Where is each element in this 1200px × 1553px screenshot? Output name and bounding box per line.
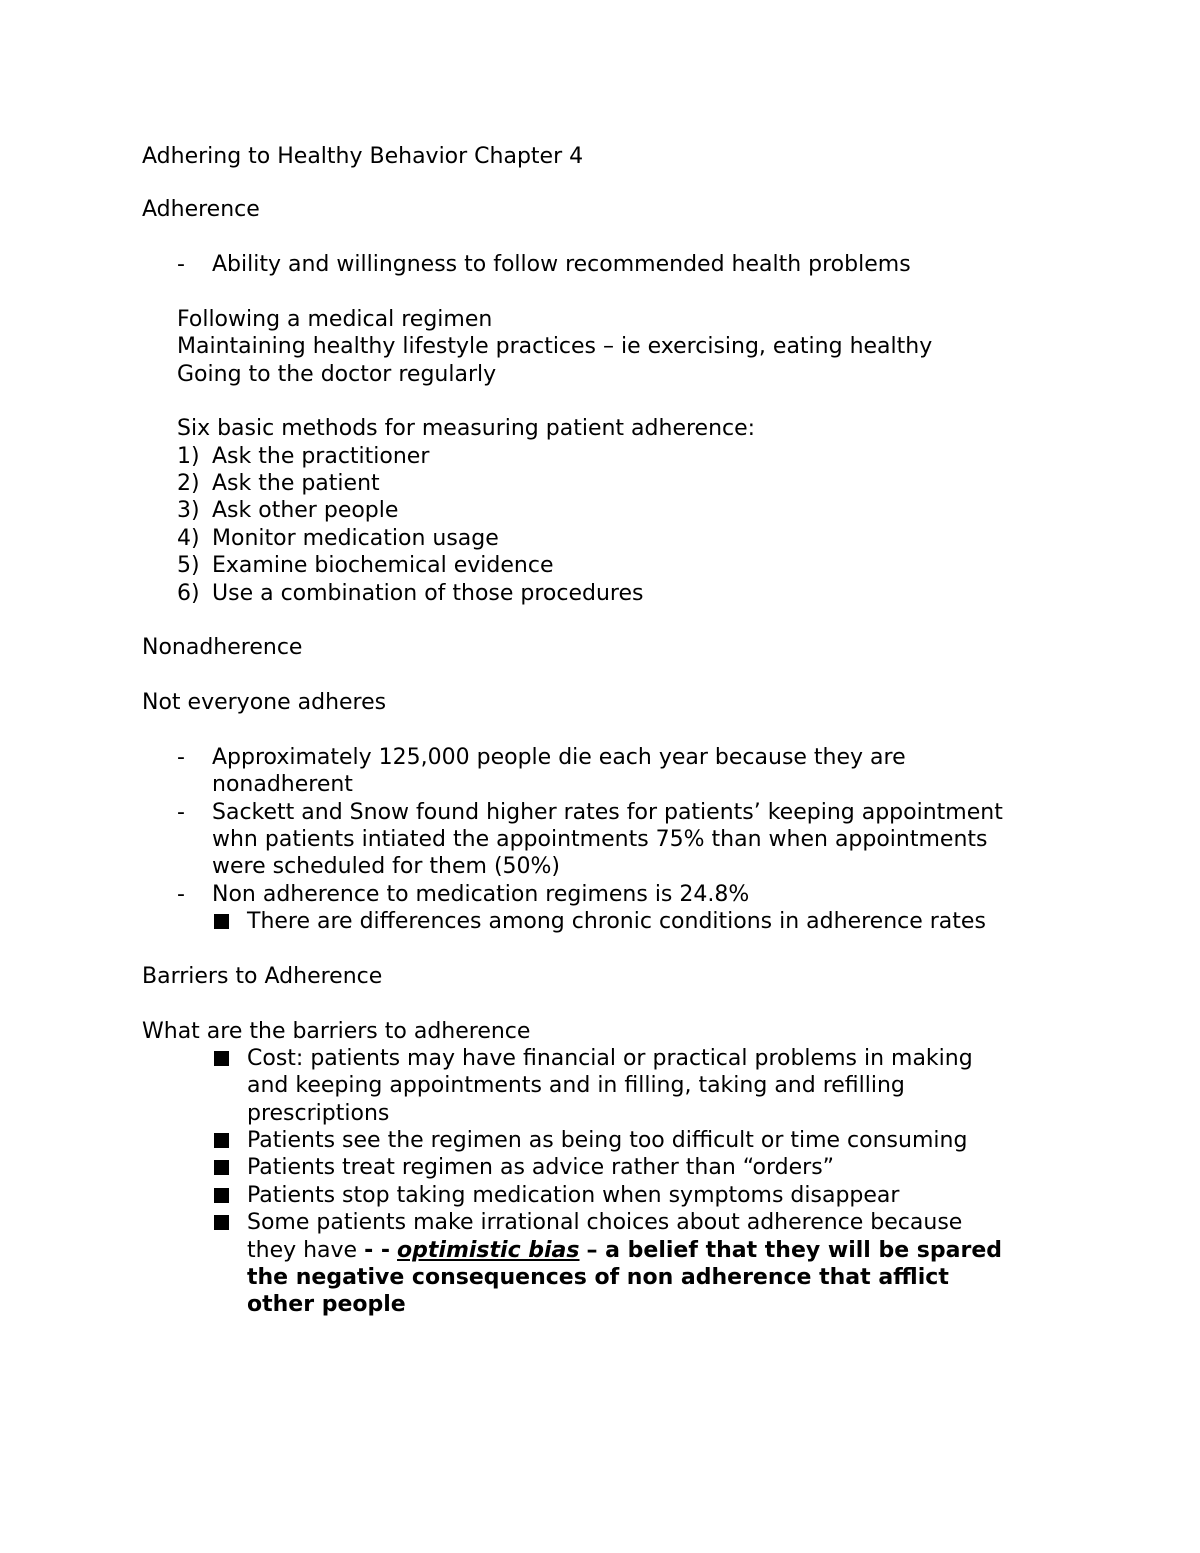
dash-marker: - bbox=[177, 252, 185, 277]
optimistic-bias-definition-line: the negative consequences of non adherence that afflict bbox=[247, 1265, 949, 1290]
method-item: Monitor medication usage bbox=[212, 526, 499, 551]
square-bullet-icon bbox=[214, 914, 229, 929]
barrier-item-line: Cost: patients may have financial or practical problems in making bbox=[247, 1046, 973, 1071]
method-number: 5) bbox=[177, 553, 200, 578]
adherence-example: Following a medical regimen bbox=[177, 307, 493, 332]
section-heading-nonadherence: Nonadherence bbox=[142, 635, 303, 660]
adherence-definition: Ability and willingness to follow recommended health problems bbox=[212, 252, 911, 277]
section-heading-barriers: Barriers to Adherence bbox=[142, 964, 383, 989]
dash-marker: - bbox=[177, 745, 185, 770]
nonadherence-bullet-line: were scheduled for them (50%) bbox=[212, 854, 561, 879]
nonadherence-bullet-line: Non adherence to medication regimens is 24.8% bbox=[212, 882, 750, 907]
optimistic-bias-definition-line: other people bbox=[247, 1292, 406, 1317]
adherence-example: Going to the doctor regularly bbox=[177, 362, 497, 387]
dash-marker: - bbox=[177, 800, 185, 825]
barrier-item-line: Some patients make irrational choices about adherence because bbox=[247, 1210, 963, 1235]
barrier-item-line: Patients see the regimen as being too difficult or time consuming bbox=[247, 1128, 968, 1153]
nonadherence-bullet-line: whn patients intiated the appointments 75% than when appointments bbox=[212, 827, 988, 852]
nonadherence-bullet-line: Sackett and Snow found higher rates for patients’ keeping appointment bbox=[212, 800, 1003, 825]
square-bullet-icon bbox=[214, 1160, 229, 1175]
barrier-item-line: prescriptions bbox=[247, 1101, 390, 1126]
square-bullet-icon bbox=[214, 1215, 229, 1230]
method-item: Use a combination of those procedures bbox=[212, 581, 644, 606]
adherence-example: Maintaining healthy lifestyle practices – ie exercising, eating healthy bbox=[177, 334, 933, 359]
optimistic-bias-line bbox=[247, 1237, 1002, 1264]
methods-intro: Six basic methods for measuring patient adherence: bbox=[177, 416, 756, 441]
method-item: Ask the patient bbox=[212, 471, 380, 496]
square-bullet-icon bbox=[214, 1188, 229, 1203]
optimistic-bias-term: optimistic bias bbox=[397, 1238, 580, 1263]
method-item: Ask the practitioner bbox=[212, 444, 430, 469]
barrier-item-line: Patients stop taking medication when symptoms disappear bbox=[247, 1183, 900, 1208]
method-number: 1) bbox=[177, 444, 200, 469]
barriers-question: What are the barriers to adherence bbox=[142, 1019, 531, 1044]
section-heading-adherence: Adherence bbox=[142, 197, 260, 222]
method-number: 3) bbox=[177, 498, 200, 523]
method-item: Ask other people bbox=[212, 498, 399, 523]
document-title: Adhering to Healthy Behavior Chapter 4 bbox=[142, 144, 584, 169]
method-item: Examine biochemical evidence bbox=[212, 553, 554, 578]
square-bullet-icon bbox=[214, 1051, 229, 1066]
optimistic-bias-definition: – a belief that they will be spared bbox=[586, 1238, 1003, 1263]
barrier-item-line: Patients treat regimen as advice rather than “orders” bbox=[247, 1155, 835, 1180]
method-number: 6) bbox=[177, 581, 200, 606]
nonadherence-bullet-line: nonadherent bbox=[212, 772, 353, 797]
optimistic-bias-prefix: they have bbox=[247, 1238, 358, 1263]
optimistic-bias-dashes: - - bbox=[364, 1238, 391, 1263]
nonadherence-sub-bullet: There are differences among chronic conditions in adherence rates bbox=[247, 909, 986, 934]
method-number: 2) bbox=[177, 471, 200, 496]
nonadherence-bullet-line: Approximately 125,000 people die each year because they are bbox=[212, 745, 906, 770]
square-bullet-icon bbox=[214, 1133, 229, 1148]
barrier-item-line: and keeping appointments and in filling, taking and refilling bbox=[247, 1073, 905, 1098]
method-number: 4) bbox=[177, 526, 200, 551]
nonadherence-subheading: Not everyone adheres bbox=[142, 690, 387, 715]
dash-marker: - bbox=[177, 882, 185, 907]
